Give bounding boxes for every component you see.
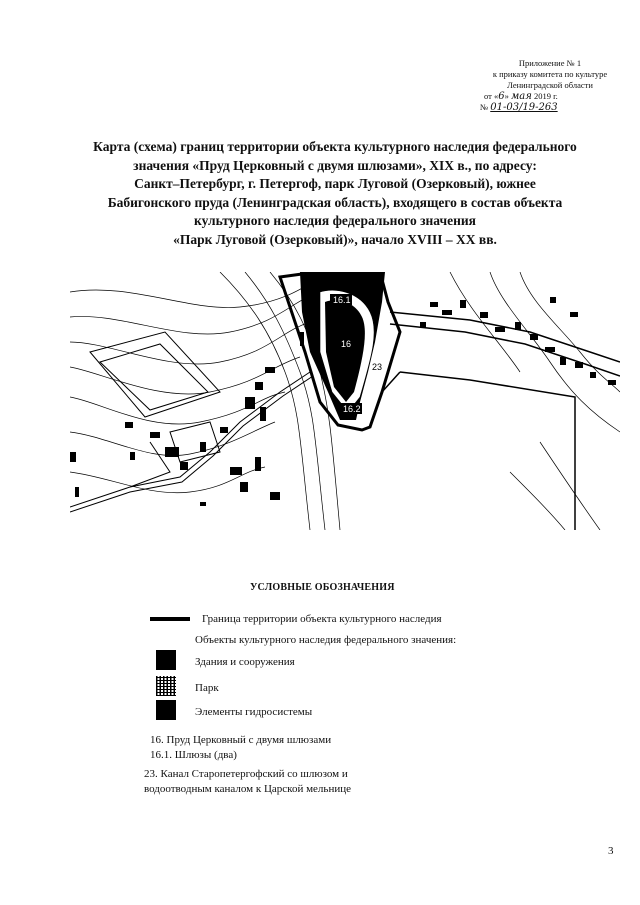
- buildings-swatch: [156, 650, 176, 670]
- title-line-5: культурного наследия федерального значения: [194, 213, 476, 228]
- appendix-date: от «6» мая 2019 г.: [484, 91, 558, 102]
- page-number: 3: [608, 845, 614, 857]
- title-line-3: Санкт–Петербург, г. Петергоф, парк Луговой (Озерковый), южнее: [134, 176, 536, 191]
- appendix-line-1: Приложение № 1: [518, 58, 582, 68]
- handwritten-number: 01-03/19-263: [490, 102, 558, 113]
- map-label-16: 16: [341, 339, 352, 349]
- legend-buildings-label: Здания и сооружения: [195, 656, 295, 668]
- list-item: 16.1. Шлюзы (два): [150, 749, 237, 761]
- list-item: 16. Пруд Церковный с двумя шлюзами: [150, 734, 332, 746]
- appendix-line-3: Ленинградской области: [507, 80, 593, 90]
- legend-objects-heading: Объекты культурного наследия федерального значения:: [195, 634, 457, 646]
- handwritten-day: 6: [498, 91, 505, 102]
- map-label-16-1: 16.1: [333, 295, 351, 305]
- legend-boundary-label: Граница территории объекта культурного наследия: [202, 613, 442, 625]
- title-line-2: значения «Пруд Церковный с двумя шлюзами», XIX в., по адресу:: [133, 157, 537, 173]
- appendix-block: [470, 58, 630, 113]
- map-label-23: 23: [372, 362, 383, 372]
- map-label-16-2: 16.2: [343, 404, 361, 414]
- legend-park-label: Парк: [195, 682, 219, 694]
- handwritten-month: мая: [510, 91, 532, 102]
- boundary-map: [70, 272, 620, 530]
- legend-hydro-label: Элементы гидросистемы: [195, 706, 313, 718]
- legend-heading: УСЛОВНЫЕ ОБОЗНАЧЕНИЯ: [250, 582, 395, 593]
- title-line-1: Карта (схема) границ территории объекта культурного наследия федерального: [93, 139, 577, 154]
- boundary-line-symbol: [150, 617, 190, 621]
- legend-boundary-row: [150, 613, 442, 625]
- park-swatch: [156, 676, 176, 696]
- objects-list: [144, 733, 351, 797]
- list-item: водоотводным каналом к Царской мельнице: [144, 783, 351, 795]
- hydro-swatch: [156, 700, 176, 720]
- appendix-line-2: к приказу комитета по культуре: [492, 69, 608, 79]
- list-item: 23. Канал Старопетергофский со шлюзом и: [144, 768, 348, 780]
- map-drawing: [70, 272, 620, 530]
- appendix-number: № 01-03/19-263: [480, 102, 558, 113]
- title-line-4: Бабигонского пруда (Ленинградская область), входящего в состав объекта: [107, 194, 563, 210]
- title-line-6: «Парк Луговой (Озерковый)», начало XVIII – XX вв.: [173, 231, 497, 247]
- document-title: [50, 138, 620, 249]
